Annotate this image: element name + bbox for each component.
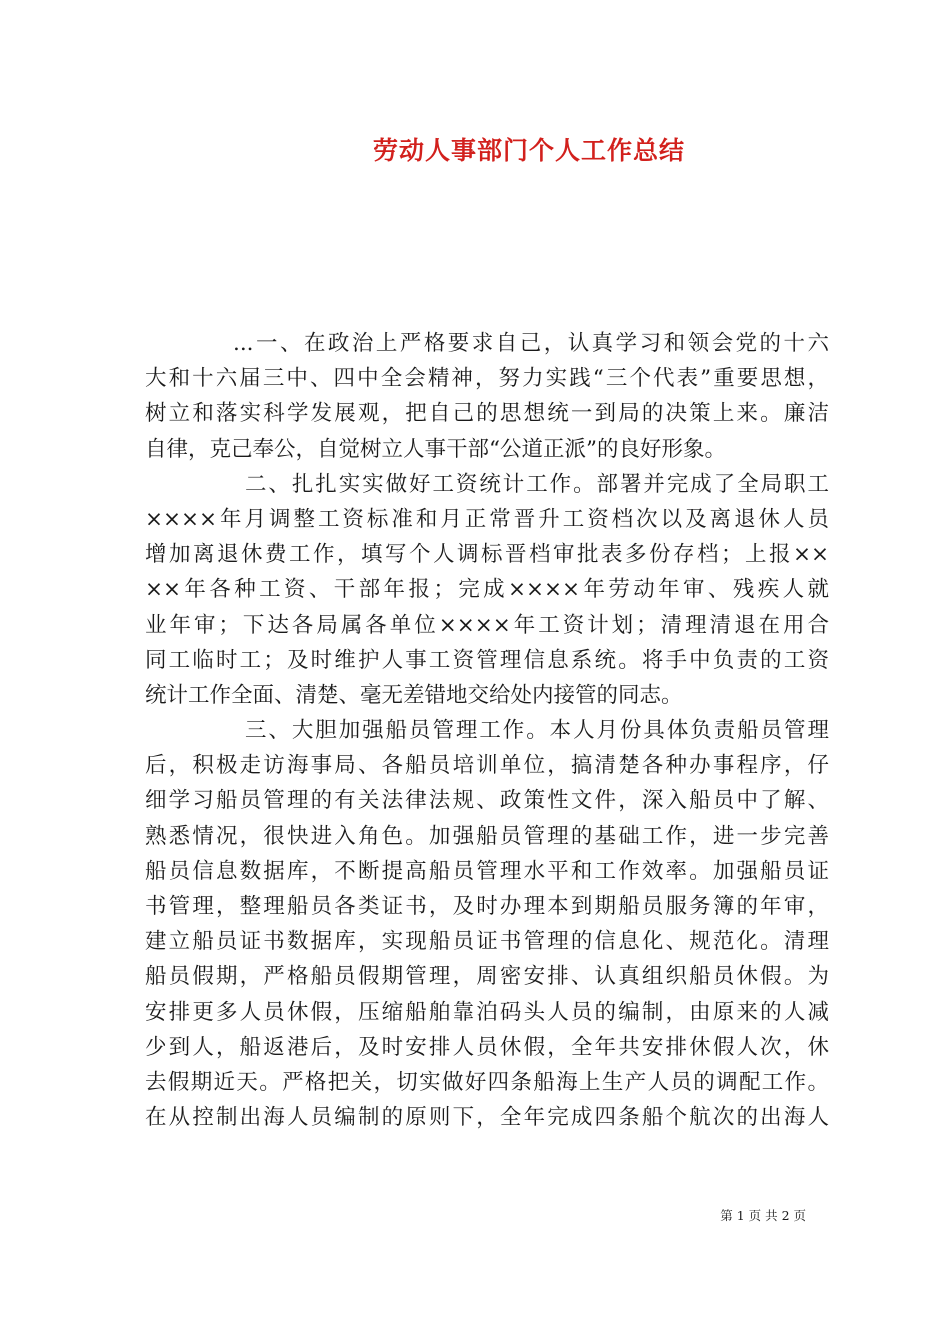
body-line: 少到人，船返港后，及时安排人员休假，全年共安排休假人次，休	[145, 1034, 829, 1060]
body-line: 安排更多人员休假，压缩船舶靠泊码头人员的编制，由原来的人减	[145, 999, 829, 1025]
body-line: 船员信息数据库，不断提高船员管理水平和工作效率。加强船员证	[145, 858, 829, 884]
body-line: 树立和落实科学发展观，把自己的思想统一到局的决策上来。廉洁	[145, 401, 829, 427]
body-line: 细学习船员管理的有关法律法规、政策性文件，深入船员中了解、	[145, 788, 829, 814]
body-line: 自律，克己奉公，自觉树立人事干部“公道正派”的良好形象。	[145, 436, 726, 462]
page-footer: 第 1 页 共 2 页	[720, 1208, 806, 1223]
body-line: 同工临时工；及时维护人事工资管理信息系统。将手中负责的工资	[145, 647, 829, 673]
body-line: 二、扎扎实实做好工资统计工作。部署并完成了全局职工	[245, 471, 829, 497]
body-line: 统计工作全面、清楚、毫无差错地交给处内接管的同志。	[145, 682, 683, 708]
body-line: 大和十六届三中、四中全会精神，努力实践“三个代表”重要思想，	[145, 366, 829, 392]
body-line: ××××年月调整工资标准和月正常晋升工资档次以及离退休人员	[145, 506, 829, 532]
body-line: ××年各种工资、干部年报；完成××××年劳动年审、残疾人就	[145, 577, 829, 603]
body-line: 业年审；下达各局属各单位××××年工资计划；清理清退在用合	[145, 612, 829, 638]
body-line: 在从控制出海人员编制的原则下，全年完成四条船个航次的出海人	[145, 1105, 829, 1131]
body-line: 熟悉情况，很快进入角色。加强船员管理的基础工作，进一步完善	[145, 823, 829, 849]
body-line: 后，积极走访海事局、各船员培训单位，搞清楚各种办事程序，仔	[145, 753, 829, 779]
document-title: 劳动人事部门个人工作总结	[372, 136, 685, 165]
body-line: 船员假期，严格船员假期管理，周密安排、认真组织船员休假。为	[145, 964, 829, 990]
body-line: 增加离退休费工作，填写个人调标晋档审批表多份存档；上报××	[145, 542, 829, 568]
body-line: 书管理，整理船员各类证书，及时办理本到期船员服务簿的年审，	[145, 894, 829, 919]
document-body	[145, 326, 829, 1135]
body-line: 去假期近天。严格把关，切实做好四条船海上生产人员的调配工作。	[145, 1069, 829, 1095]
body-line: ...一、在政治上严格要求自己，认真学习和领会党的十六	[233, 331, 829, 356]
body-line: 建立船员证书数据库，实现船员证书管理的信息化、规范化。清理	[145, 929, 829, 955]
body-line: 三、大胆加强船员管理工作。本人月份具体负责船员管理	[245, 718, 829, 744]
